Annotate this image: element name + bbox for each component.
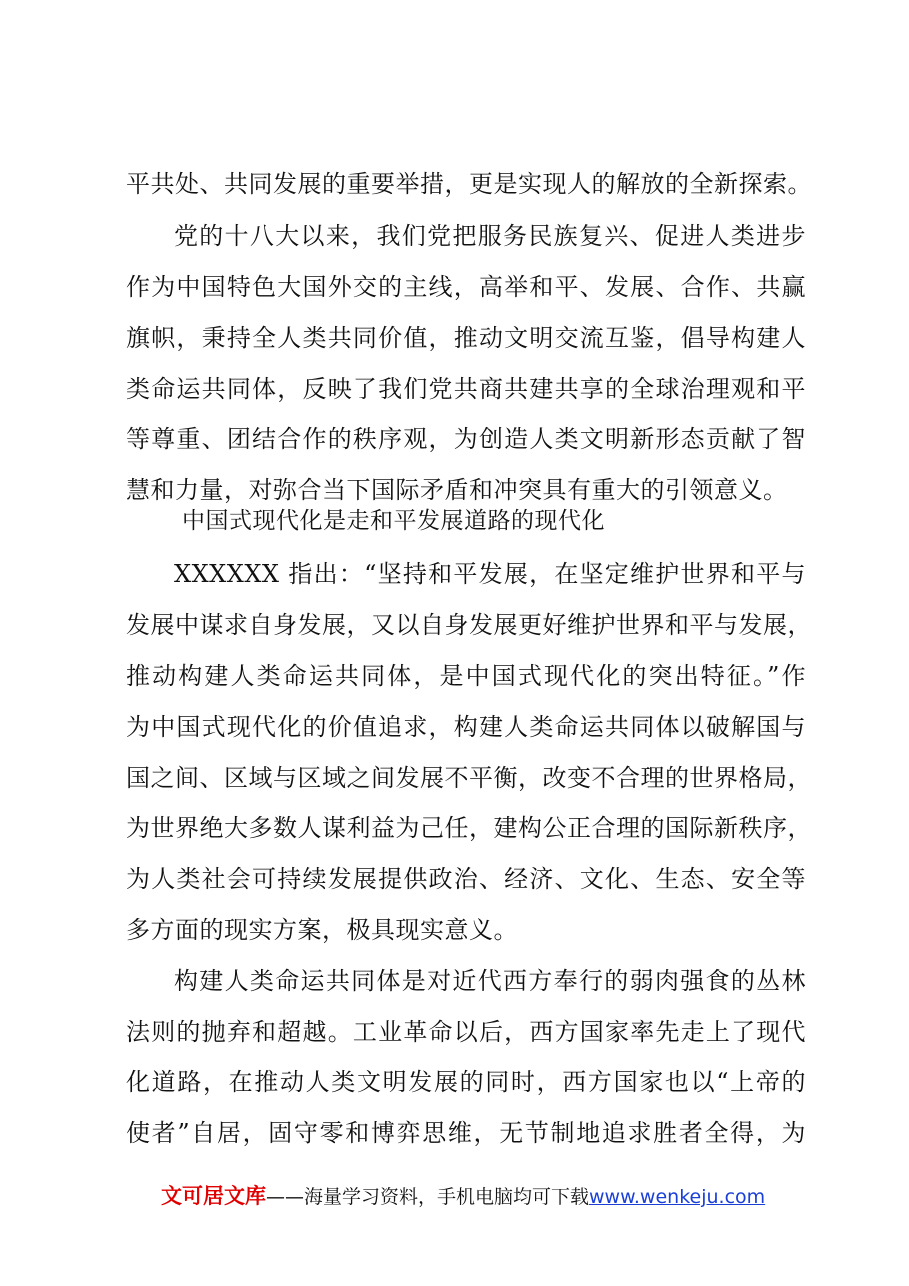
footer-banner [161,1182,765,1211]
paragraph-line: 使者”自居，固守零和博弈思维，无节制地追求胜者全得，为 [126,1119,806,1147]
paragraph-line: 为中国式现代化的价值追求，构建人类命运共同体以破解国与 [126,713,806,741]
paragraph-line: 为人类社会可持续发展提供政治、经济、文化、生态、安全等 [126,865,806,893]
paragraph-line: 化道路，在推动人类文明发展的同时，西方国家也以“上帝的 [126,1068,806,1096]
paragraph-line: 为世界绝大多数人谋利益为己任，建构公正合理的国际新秩序， [126,814,812,842]
paragraph-line: 多方面的现实方案，极具现实意义。 [126,916,518,944]
paragraph-line: 法则的抛弃和超越。工业革命以后，西方国家率先走上了现代 [126,1018,806,1046]
paragraph-line: 推动构建人类命运共同体，是中国式现代化的突出特征。”作 [126,662,806,690]
paragraph-line: 作为中国特色大国外交的主线，高举和平、发展、合作、共赢 [126,273,806,301]
website-link[interactable]: www.wenkeju.com [589,1186,766,1208]
paragraph-line: 发展中谋求自身发展，又以自身发展更好维护世界和平与发展， [126,611,812,639]
paragraph-line: 慧和力量，对弥合当下国际矛盾和冲突具有重大的引领意义。 [126,476,788,504]
paragraph-line: 旗帜，秉持全人类共同价值，推动文明交流互鉴，倡导构建人 [126,324,806,352]
paragraph-line: 等尊重、团结合作的秩序观，为创造人类文明新形态贡献了智 [126,425,806,453]
paragraph-line: 构建人类命运共同体是对近代西方奉行的弱肉强食的丛林 [174,967,806,995]
paragraph-line: 类命运共同体，反映了我们党共商共建共享的全球治理观和平 [126,375,806,403]
paragraph-line: 平共处、共同发展的重要举措，更是实现人的解放的全新探索。 [126,170,812,198]
brand-name: 文可居文库 [161,1184,266,1208]
paragraph-line: 国之间、区域与区域之间发展不平衡，改变不合理的世界格局， [126,764,812,792]
paragraph-line: 党的十八大以来，我们党把服务民族复兴、促进人类进步 [174,222,806,250]
paragraph-line: XXXXXX 指出：“坚持和平发展，在坚定维护世界和平与 [174,560,806,588]
section-heading: 中国式现代化是走和平发展道路的现代化 [182,508,605,534]
footer-tagline: ——海量学习资料，手机电脑均可下载 [266,1186,590,1208]
